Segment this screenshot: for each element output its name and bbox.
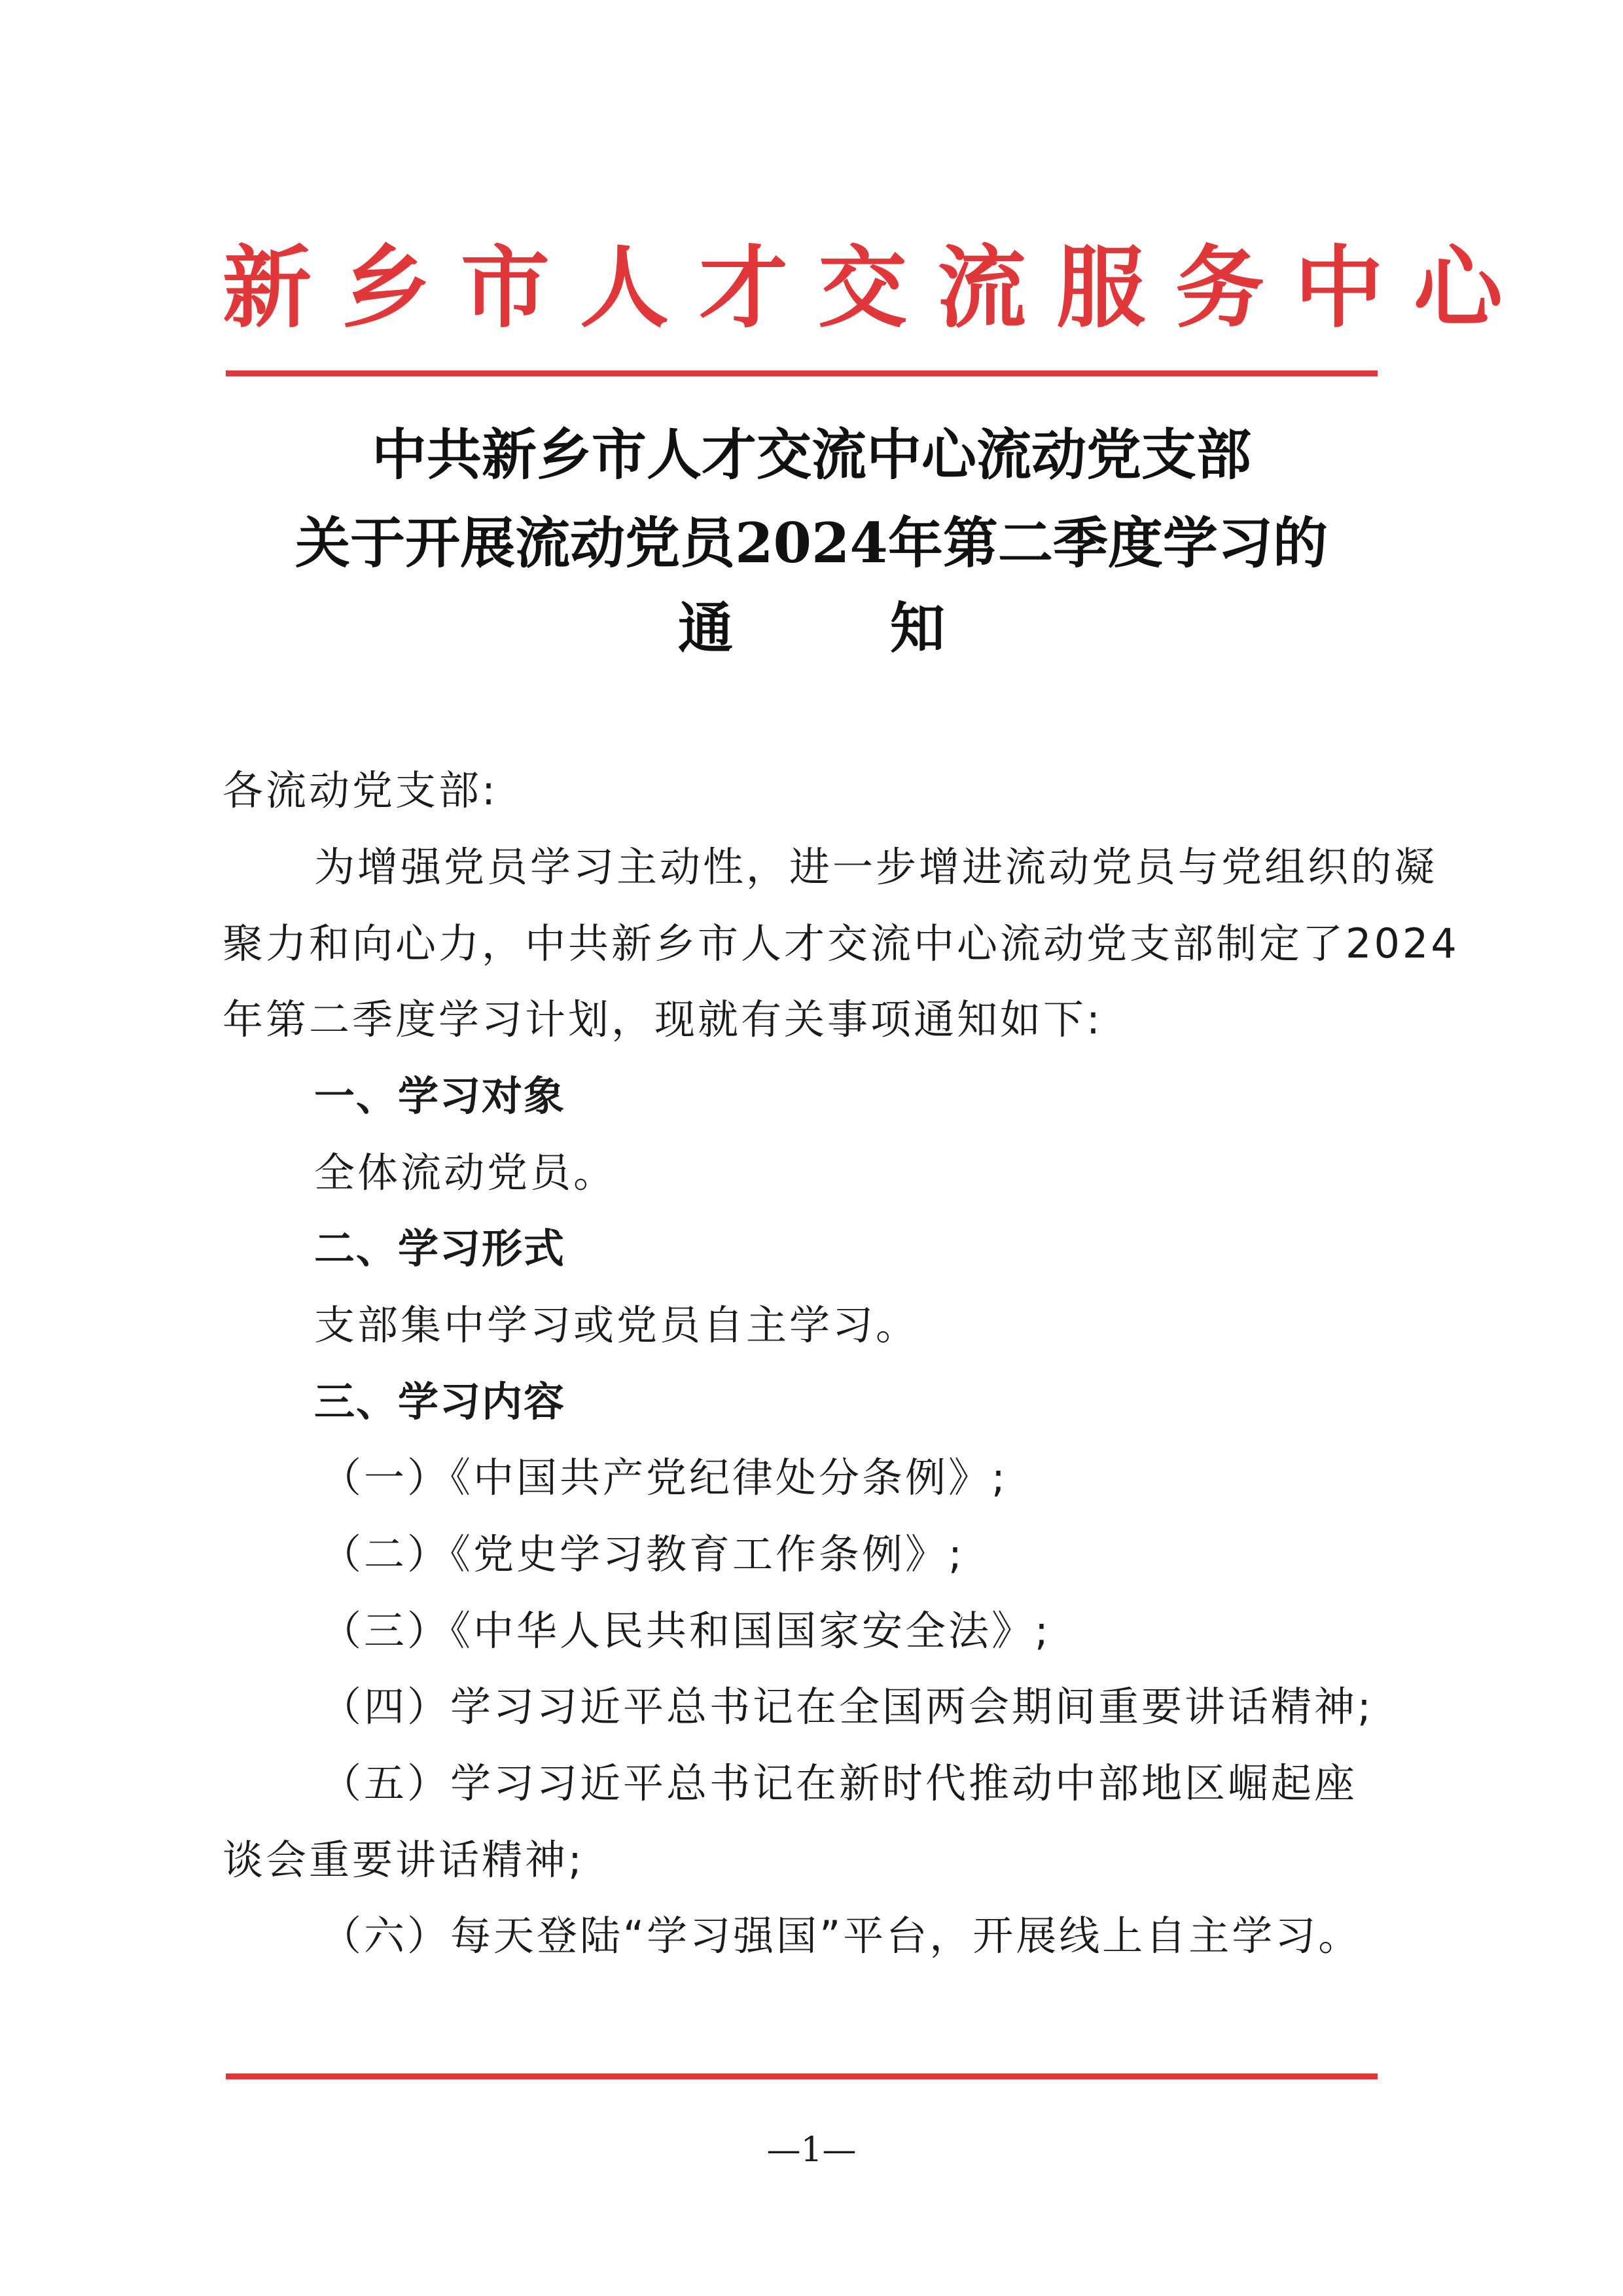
content-item-3: （三）《中华人民共和国国家安全法》; xyxy=(321,1607,1051,1655)
footer-red-rule xyxy=(226,2073,1378,2079)
document-title-line-3: 通知 xyxy=(677,596,1102,660)
intro-paragraph-line-3: 年第二季度学习计划，现就有关事项通知如下: xyxy=(223,996,1103,1043)
intro-paragraph-line-2: 聚力和向心力，中共新乡市人才交流中心流动党支部制定了2024 xyxy=(223,920,1459,967)
section-heading-study-target: 一、学习对象 xyxy=(314,1072,566,1120)
intro-paragraph-line-1: 为增强党员学习主动性，进一步增进流动党员与党组织的凝 xyxy=(314,843,1438,891)
content-item-2: （二）《党史学习教育工作条例》; xyxy=(321,1530,965,1578)
section-text-study-target: 全体流动党员。 xyxy=(314,1149,617,1196)
section-heading-study-content: 三、学习内容 xyxy=(314,1378,566,1426)
page-number: —1— xyxy=(766,2130,857,2170)
masthead-org-name: 新乡市人才交流服务中心 xyxy=(223,236,1533,340)
content-item-6: （六）每天登陆“学习强国”平台，开展线上自主学习。 xyxy=(321,1912,1362,1960)
content-item-1: （一）《中国共产党纪律处分条例》; xyxy=(321,1454,1008,1501)
content-item-5: （五）学习习近平总书记在新时代推动中部地区崛起座 xyxy=(321,1759,1358,1807)
document-title-line-1: 中共新乡市人才交流中心流动党支部 xyxy=(371,422,1251,487)
masthead-red-rule xyxy=(226,370,1378,376)
section-text-study-form: 支部集中学习或党员自主学习。 xyxy=(314,1301,919,1349)
document-title-line-2: 关于开展流动党员2024年第二季度学习的 xyxy=(295,511,1328,575)
salutation: 各流动党支部: xyxy=(223,766,498,814)
content-item-4: （四）学习习近平总书记在全国两会期间重要讲话精神; xyxy=(321,1683,1374,1731)
section-heading-study-form: 二、学习形式 xyxy=(314,1225,566,1272)
content-item-5-continued: 谈会重要讲话精神; xyxy=(223,1836,584,1884)
